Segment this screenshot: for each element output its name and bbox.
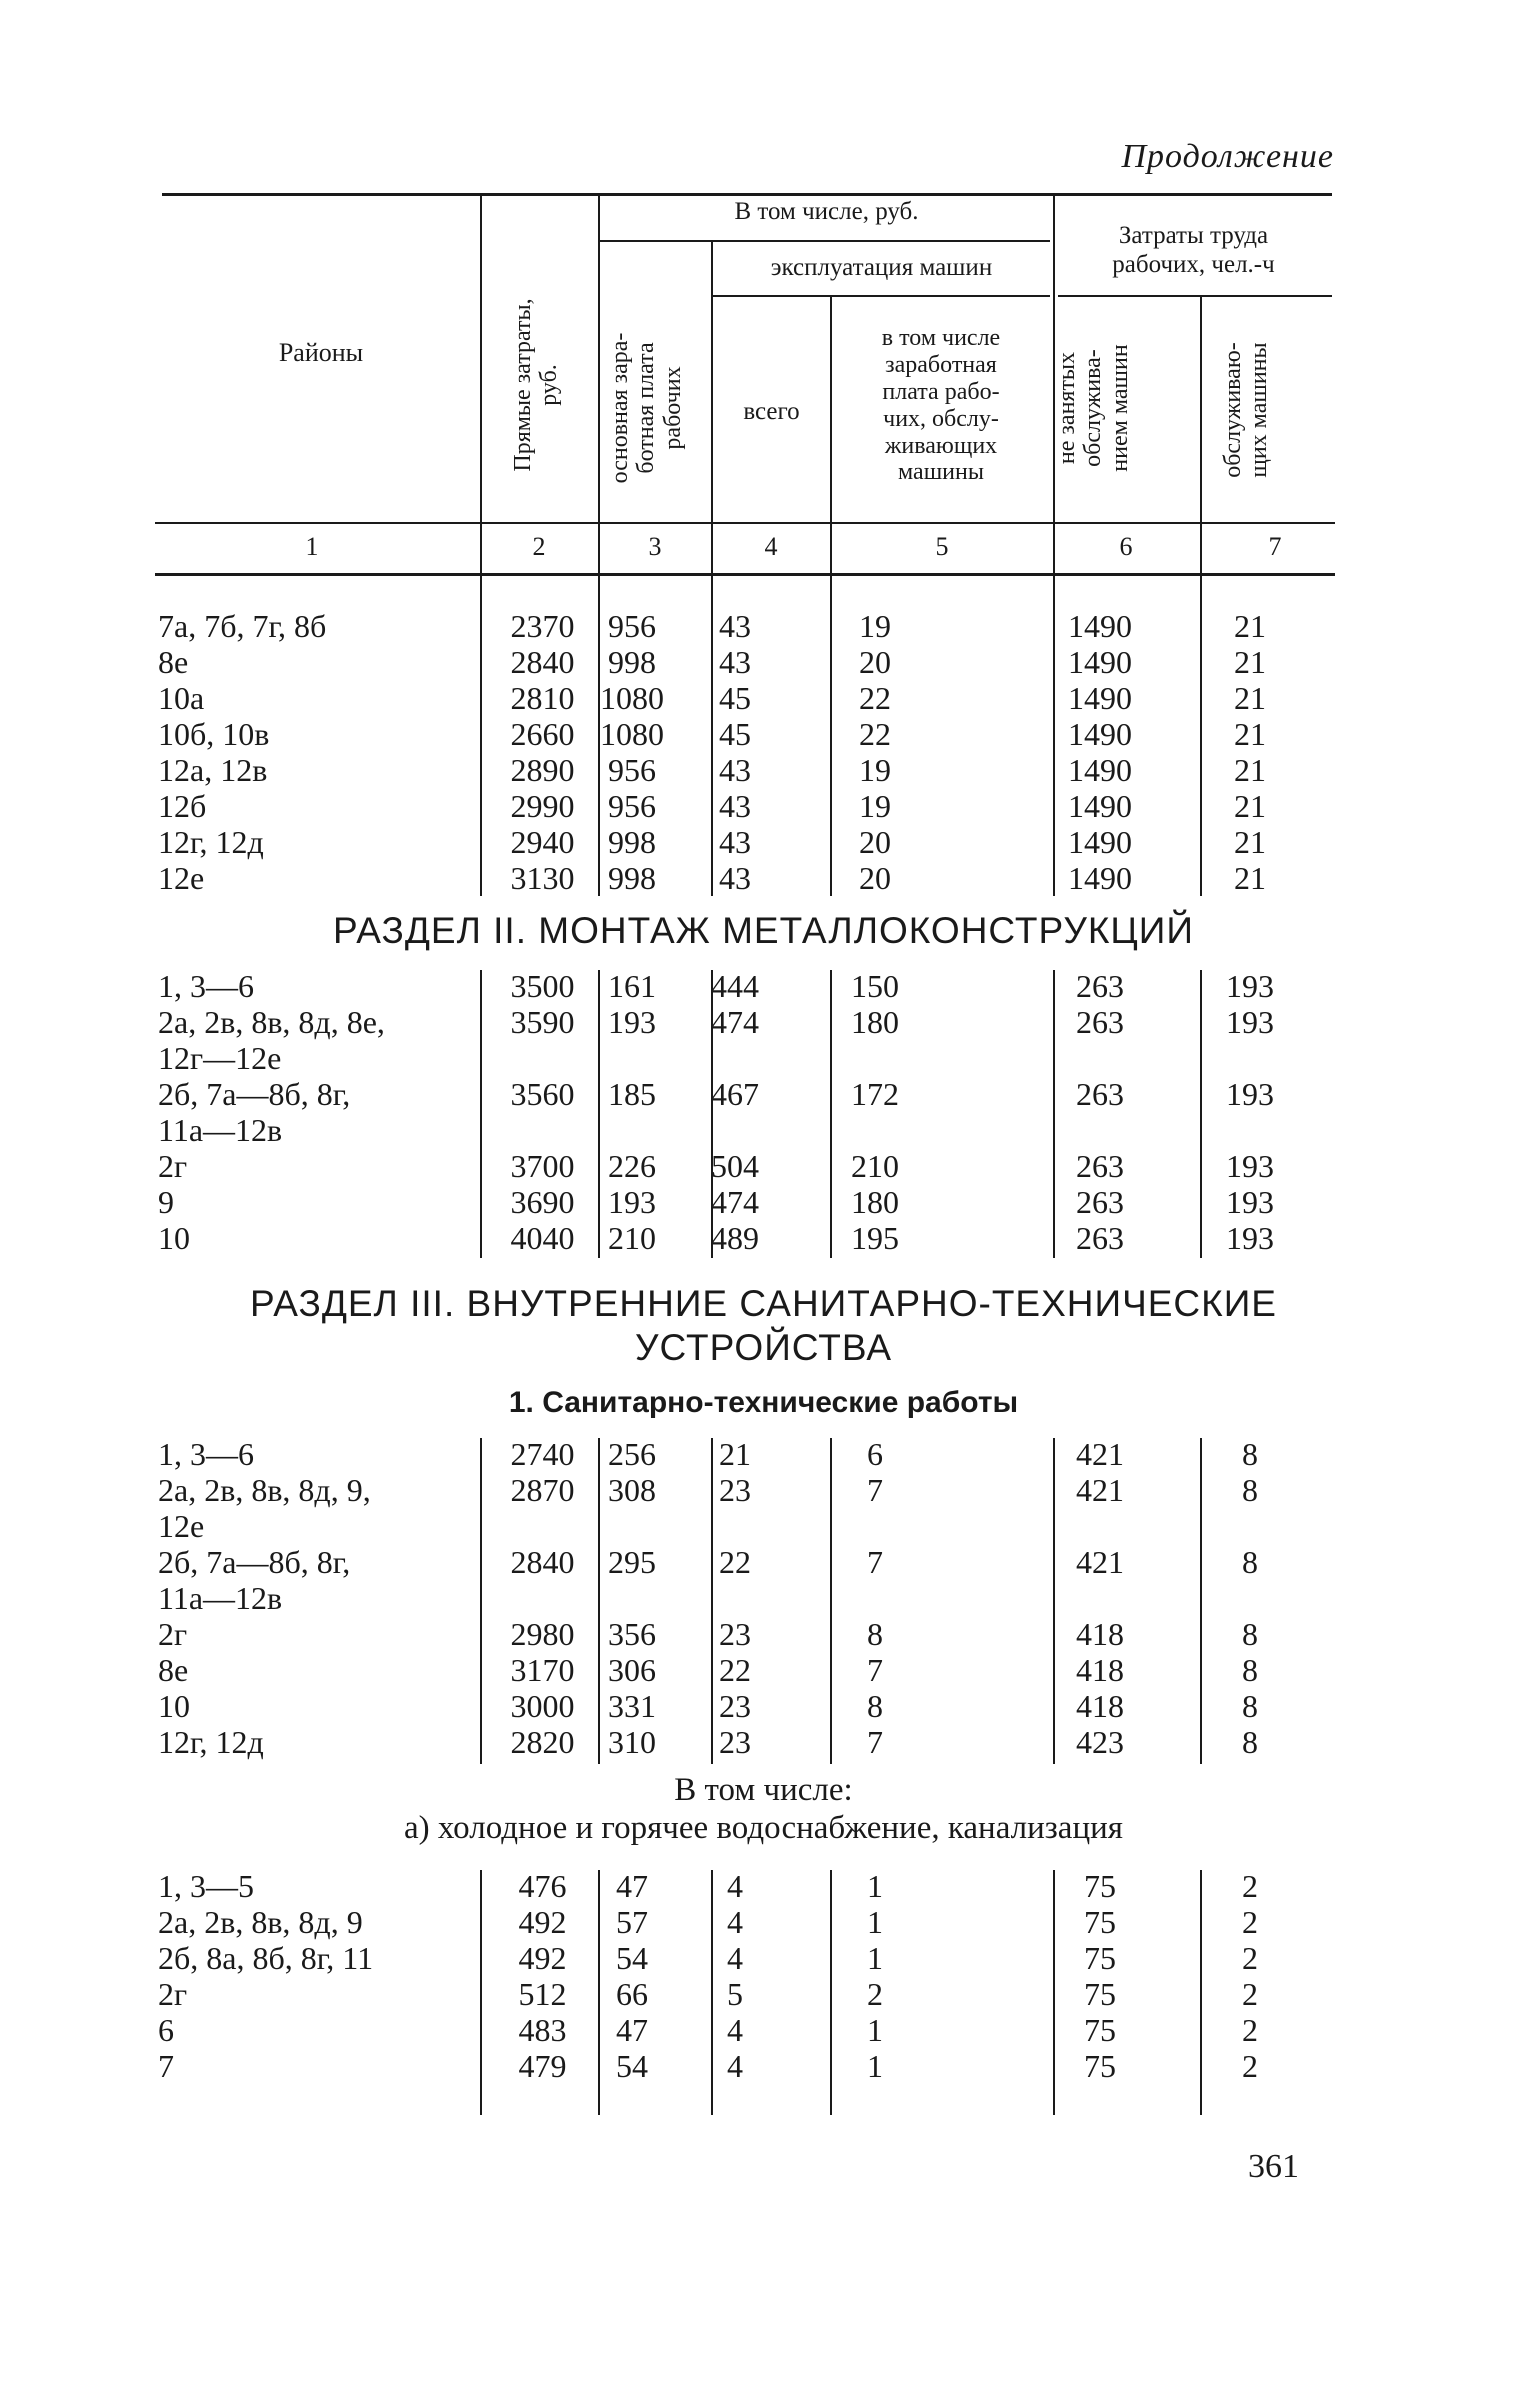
header-top-rule (162, 193, 1332, 196)
header-col-operating: обслуживаю- щих машины (1220, 342, 1273, 478)
table-row: 12б 2990 956 43 19 1490 21 (158, 788, 1266, 824)
header-numbers-rule (155, 573, 1335, 576)
table-row: 2а, 2в, 8в, 8д, 9, 12е 2870 308 23 7 421 8 (158, 1472, 1258, 1544)
table-row: 2г 3700 226 504 210 263 193 (158, 1148, 1274, 1184)
table-row: 9 3690 193 474 180 263 193 (158, 1184, 1274, 1220)
table-row: 10 3000 331 23 8 418 8 (158, 1688, 1258, 1724)
page-number: 361 (1248, 2148, 1299, 2185)
column-number: 2 (532, 532, 546, 561)
continuation-label: Продолжение (1121, 138, 1334, 175)
column-number: 3 (648, 532, 662, 561)
section-3-title: РАЗДЕЛ III. ВНУТРЕННИЕ САНИТАРНО-ТЕХНИЧЕСКИЕ (250, 1283, 1277, 1324)
column-number: 1 (305, 532, 319, 561)
table-row: 7а, 7б, 7г, 8б 2370 956 43 19 1490 21 (158, 608, 1266, 644)
table-block-1 (155, 608, 1333, 896)
table-row: 2а, 2в, 8в, 8д, 8е, 12г—12е 3590 193 474 180 263 193 (158, 1004, 1274, 1076)
header-divider (1200, 295, 1202, 573)
table-row: 12г, 12д 2820 310 23 7 423 8 (158, 1724, 1258, 1760)
table-block-subsection-a (155, 1868, 1333, 2084)
column-number: 5 (935, 532, 949, 561)
table-row: 2г 2980 356 23 8 418 8 (158, 1616, 1258, 1652)
section-3-title-cont: УСТРОЙСТВА (634, 1327, 893, 1368)
header-group-labor: Затраты труда рабочих, чел.-ч (1112, 222, 1275, 278)
subsection-a-title: а) холодное и горячее водоснабжение, канализация (404, 1810, 1123, 1846)
header-col-regions: Районы (278, 338, 364, 367)
header-col-operator-wages: в том числе заработная плата рабо- чих, обслу- живающих машины (881, 325, 1001, 486)
header-divider (480, 193, 482, 573)
column-number: 4 (764, 532, 778, 561)
table-row: 1, 3—5 476 47 4 1 75 2 (158, 1868, 1258, 1904)
header-col-base-wages: основная зара- ботная плата рабочих (607, 332, 686, 484)
header-col-direct-costs: Прямые затраты, руб. (510, 298, 563, 472)
header-col-not-operating: не занятых обслужива- нием машин (1054, 344, 1133, 472)
header-rule-labor (1058, 295, 1332, 297)
table-row: 12а, 12в 2890 956 43 19 1490 21 (158, 752, 1266, 788)
table-row: 12е 3130 998 43 20 1490 21 (158, 860, 1266, 896)
header-group-including: В том числе, руб. (734, 198, 919, 225)
table-row: 2б, 7а—8б, 8г, 11а—12в 2840 295 22 7 421 8 (158, 1544, 1258, 1616)
table-row: 8е 3170 306 22 7 418 8 (158, 1652, 1258, 1688)
table-row: 7 479 54 4 1 75 2 (158, 2048, 1258, 2084)
header-divider (598, 193, 600, 573)
table-block-section-2 (155, 968, 1333, 1256)
table-row: 10б, 10в 2660 1080 45 22 1490 21 (158, 716, 1266, 752)
section-3-subtitle: 1. Санитарно-технические работы (508, 1386, 1019, 1419)
table-row: 2б, 8а, 8б, 8г, 11 492 54 4 1 75 2 (158, 1940, 1258, 1976)
header-rule-machines (713, 295, 1050, 297)
header-rule-incl (600, 240, 1050, 242)
table-block-section-3 (155, 1436, 1333, 1760)
table-row: 2г 512 66 5 2 75 2 (158, 1976, 1258, 2012)
table-row: 2б, 7а—8б, 8г, 11а—12в 3560 185 467 172 263 193 (158, 1076, 1274, 1148)
table-row: 10а 2810 1080 45 22 1490 21 (158, 680, 1266, 716)
column-number: 6 (1119, 532, 1133, 561)
column-number: 7 (1268, 532, 1282, 561)
header-group-machines: эксплуатация машин (770, 254, 993, 281)
header-bottom-rule (155, 522, 1335, 524)
table-row: 12г, 12д 2940 998 43 20 1490 21 (158, 824, 1266, 860)
table-row: 8е 2840 998 43 20 1490 21 (158, 644, 1266, 680)
table-row: 2а, 2в, 8в, 8д, 9 492 57 4 1 75 2 (158, 1904, 1258, 1940)
section-2-title: РАЗДЕЛ II. МОНТАЖ МЕТАЛЛОКОНСТРУКЦИЙ (333, 910, 1194, 951)
including-label: В том числе: (674, 1772, 853, 1808)
table-row: 6 483 47 4 1 75 2 (158, 2012, 1258, 2048)
header-col-total: всего (743, 398, 800, 425)
table-row: 10 4040 210 489 195 263 193 (158, 1220, 1274, 1256)
table-row: 1, 3—6 2740 256 21 6 421 8 (158, 1436, 1258, 1472)
table-row: 1, 3—6 3500 161 444 150 263 193 (158, 968, 1274, 1004)
